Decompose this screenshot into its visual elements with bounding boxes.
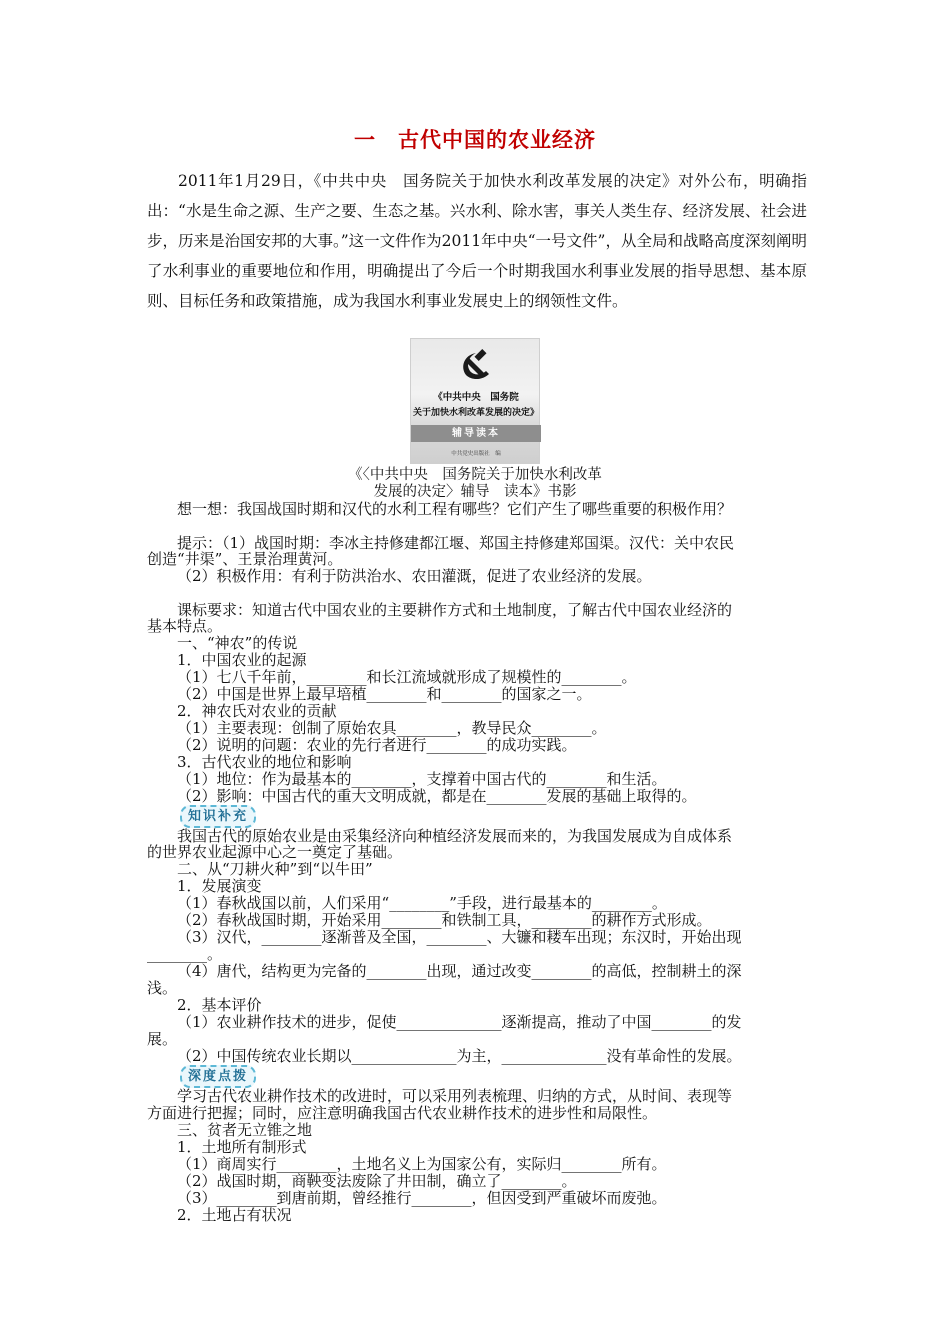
hint-line: 提示：（1）战国时期：李冰主持修建都江堰、郑国主持修建郑国渠。汉代：关中农民 — [177, 534, 735, 552]
subsection-heading: 2．神农氏对农业的贡献 — [177, 702, 337, 720]
fill-in-line: （2）影响：中国古代的重大文明成就，都是在________发展的基础上取得的。 — [177, 787, 697, 805]
fill-in-line: （2）中国传统农业长期以______________为主，______________没有革命性的发展。 — [177, 1047, 742, 1065]
hammer-sickle-icon — [458, 349, 492, 383]
cover-band: 辅导读本 — [411, 425, 541, 442]
fill-in-line: （1）商周实行________，土地名义上为国家公有，实际归________所有。 — [177, 1155, 667, 1173]
subsection-heading: 1．中国农业的起源 — [177, 651, 307, 669]
fill-in-line: 浅。 — [147, 979, 178, 997]
subsection-heading: 1．发展演变 — [177, 877, 262, 895]
subsection-heading: 2．基本评价 — [177, 996, 262, 1014]
fill-in-line: （1）主要表现：创制了原始农具________，教导民众________。 — [177, 719, 607, 737]
subsection-heading: 2．土地占有状况 — [177, 1206, 292, 1224]
figure-caption-line2: 发展的决定〉辅导 读本》书影 — [373, 484, 577, 500]
fill-in-line: （2）春秋战国时期，开始采用________和铁制工具，________的耕作方式形成。 — [177, 911, 712, 929]
knowledge-supplement-badge: 知识补充 — [180, 805, 256, 828]
cover-title-line2: 关于加快水利改革发展的决定》 — [412, 408, 539, 418]
fill-in-line: （1）春秋战国以前，人们采用“________”手段，进行最基本的________。 — [177, 894, 667, 912]
insight-text: 学习古代农业耕作技术的改进时，可以采用列表梳理、归纳的方式，从时间、表现等 — [177, 1087, 733, 1105]
subsection-heading: 1．土地所有制形式 — [177, 1138, 307, 1156]
figure-caption-line1: 《〈中共中央 国务院关于加快水利改革 — [348, 467, 602, 483]
supplement-text: 我国古代的原始农业是由采集经济向种植经济发展而来的，为我国发展成为自成体系 — [177, 827, 733, 845]
fill-in-line: ________。 — [147, 945, 223, 963]
curriculum-requirement: 基本特点。 — [147, 617, 223, 635]
curriculum-requirement: 课标要求：知道古代中国农业的主要耕作方式和土地制度，了解古代中国农业经济的 — [177, 601, 733, 619]
subsection-heading: 3．古代农业的地位和影响 — [177, 753, 352, 771]
page-title: 一 古代中国的农业经济 — [354, 127, 596, 152]
insight-text: 方面进行把握；同时，应注意明确我国古代农业耕作技术的进步性和局限性。 — [147, 1104, 658, 1122]
section-heading: 三、贫者无立锥之地 — [177, 1121, 313, 1139]
deep-insight-badge: 深度点拨 — [180, 1065, 256, 1088]
fill-in-line: 展。 — [147, 1030, 178, 1048]
think-question: 想一想：我国战国时期和汉代的水利工程有哪些？它们产生了哪些重要的积极作用？ — [177, 500, 733, 518]
fill-in-line: （1）地位：作为最基本的________，支撑着中国古代的________和生活。 — [177, 770, 667, 788]
section-heading: 二、从“刀耕火种”到“以牛田” — [177, 860, 373, 878]
fill-in-line: （3）________到唐前期，曾经推行________，但因受到严重破坏而废弛。 — [177, 1189, 667, 1207]
intro-paragraph: 2011年1月29日，《中共中央 国务院关于加快水利改革发展的决定》对外公布，明确指出：“水是生命之源、生产之要、生态之基。兴水利、除水害，事关人类生存、经济发展、社会进步，历来是治国安邦的大事。”这一文件作为2011年中央“一号文件”，从全局和战略高度深刻阐明了水利事业的重要地位和作用，明确提出了今后一个时期我国水利事业发展的指导思想、基本原则、目标任务和政策措施，成为我国水利事业发展史上的纲领性文件。 — [147, 172, 807, 310]
fill-in-line: （1）七八千年前，________和长江流域就形成了规模性的________。 — [177, 668, 637, 686]
section-heading: 一、“神农”的传说 — [177, 634, 298, 652]
fill-in-line: （2）中国是世界上最早培植________和________的国家之一。 — [177, 685, 592, 703]
supplement-text: 的世界农业起源中心之一奠定了基础。 — [147, 843, 403, 861]
hint-line: 创造“井渠”、王景治理黄河。 — [147, 550, 343, 568]
cover-publisher: 中共党史出版社 编 — [451, 451, 501, 457]
fill-in-line: （2）战国时期，商鞅变法废除了井田制，确立了________。 — [177, 1172, 577, 1190]
fill-in-line: （2）说明的问题：农业的先行者进行________的成功实践。 — [177, 736, 577, 754]
cover-title-line1: 《中共中央 国务院 — [433, 392, 519, 403]
fill-in-line: （1）农业耕作技术的进步，促使______________逐渐提高，推动了中国________的发 — [177, 1013, 742, 1031]
hint-line: （2）积极作用：有利于防洪治水、农田灌溉，促进了农业经济的发展。 — [177, 567, 652, 585]
fill-in-line: （4）唐代，结构更为完备的________出现，通过改变________的高低，控制耕土的深 — [177, 962, 742, 980]
fill-in-line: （3）汉代，________逐渐普及全国，________、大镰和耧车出现；东汉时，开始出现 — [177, 928, 742, 946]
book-cover-image — [410, 338, 540, 464]
